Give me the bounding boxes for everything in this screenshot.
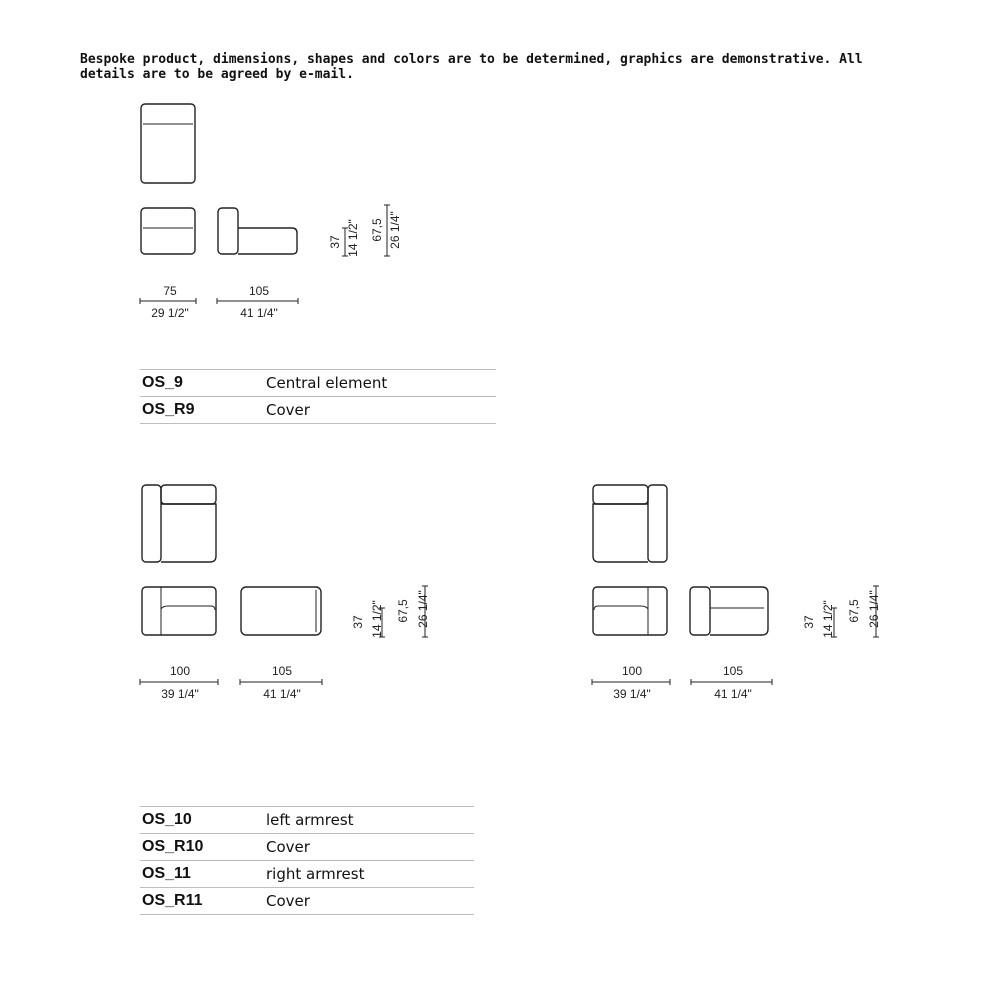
central-top-view [141, 104, 195, 183]
product-code: OS_9 [140, 370, 264, 397]
left-top-view-arm [142, 485, 161, 562]
seat-height-cm-label: 37 [328, 235, 342, 249]
depth-cm-label: 105 [722, 664, 744, 678]
seat-height-cm-label: 37 [802, 615, 816, 629]
table-row [140, 397, 496, 424]
total-height-in-label: 26 1/4" [867, 590, 881, 628]
depth-cm-label: 105 [271, 664, 293, 678]
product-code: OS_R9 [140, 397, 264, 424]
width-cm-label: 75 [163, 284, 177, 298]
left-top-view-seat [161, 504, 216, 562]
table-row [140, 888, 474, 915]
code-table-central [140, 369, 496, 424]
right-top-view-arm [648, 485, 667, 562]
depth-in-label: 41 1/4" [714, 687, 752, 701]
total-height-in-label: 26 1/4" [388, 211, 402, 249]
product-code: OS_R11 [140, 888, 264, 915]
right-top-view-seat [593, 504, 648, 562]
right-armrest-drawings [592, 485, 881, 701]
depth-in-label: 41 1/4" [263, 687, 301, 701]
width-cm-label: 100 [169, 664, 191, 678]
product-description: left armrest [264, 807, 474, 834]
width-in-label: 39 1/4" [161, 687, 199, 701]
product-code: OS_11 [140, 861, 264, 888]
width-in-label: 39 1/4" [613, 687, 651, 701]
seat-height-in-label: 14 1/2" [346, 219, 360, 257]
seat-height-in-label: 14 1/2" [370, 600, 384, 638]
code-table-armrests [140, 806, 474, 915]
table-row [140, 834, 474, 861]
left-side-view [241, 587, 321, 635]
seat-height-in-label: 14 1/2" [821, 600, 835, 638]
product-description: Cover [264, 888, 474, 915]
product-description: Central element [264, 370, 496, 397]
total-height-cm-label: 67,5 [396, 599, 410, 623]
depth-in-label: 41 1/4" [240, 306, 278, 320]
right-front-view [593, 587, 667, 635]
product-description: right armrest [264, 861, 474, 888]
product-description: Cover [264, 834, 474, 861]
total-height-cm-label: 67,5 [847, 599, 861, 623]
product-code: OS_R10 [140, 834, 264, 861]
product-description: Cover [264, 397, 496, 424]
left-armrest-drawings [140, 485, 430, 701]
width-in-label: 29 1/2" [151, 306, 189, 320]
table-row [140, 807, 474, 834]
seat-height-cm-label: 37 [351, 615, 365, 629]
central-element-drawings [140, 104, 402, 320]
total-height-cm-label: 67,5 [370, 218, 384, 242]
left-front-view [142, 587, 216, 635]
central-front-view [141, 208, 195, 254]
central-side-view-back [218, 208, 238, 254]
table-row [140, 370, 496, 397]
product-code: OS_10 [140, 807, 264, 834]
table-row [140, 861, 474, 888]
right-side-view-back [690, 587, 710, 635]
disclaimer-note: Bespoke product, dimensions, shapes and colors are to be determined, graphics are demonstrative. All details are to be agreed by e-mail. [80, 52, 863, 82]
total-height-in-label: 26 1/4" [416, 590, 430, 628]
depth-cm-label: 105 [248, 284, 270, 298]
central-side-view-seat [238, 228, 297, 254]
width-cm-label: 100 [621, 664, 643, 678]
